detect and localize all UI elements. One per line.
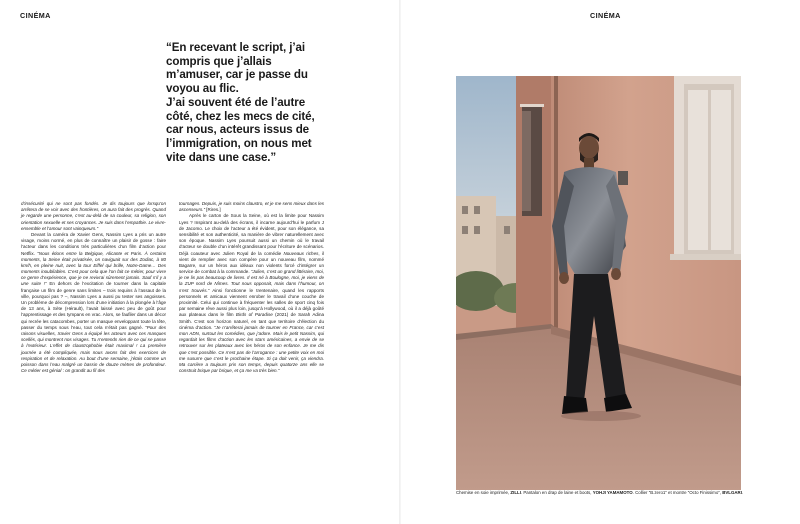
column-2-text-a: Après le carton de Sous la Seine, où est la limite pour Nassim Lyes ? Inspirant au-delà des écrans, il incarne aujourd’hui le parfum J de Jacomo. Le choix de l’acteur a été évident, pour son élégance, sa sensibilité et son authenticité, sa manière de vibrer naturellement avec son époque. Nassim Lyes poursuit aussi un chemin où le travail d’acteur se double d’un intérêt grandissant pour l’écriture de scénarios. Déjà coauteur avec Julien Royal de la comédie <box>179 213 324 256</box>
column-2-paragraph-2 <box>179 213 324 374</box>
boots <box>562 396 588 414</box>
photo-caption <box>456 490 756 496</box>
caption-brand-zilli: ZILLI <box>510 490 521 495</box>
portrait-photo <box>456 76 741 490</box>
column-2-paragraph-1 <box>179 201 324 213</box>
column-1-quote-b: “Pour des raisons visuelles, Xavier Gens a équipé les acteurs avec ces masques scellés, qui montrent nos visages. Tu n’entends rien de ce qui se passe à l’extérieur. L’effet de claustrophobie était maximal ! La première journée a été compliquée, mais nous avons fait des exercices de respiration et de relaxation. Au bout d’une semaine, j’étais comme un poisson dans l’eau malgré un bassin de douze mètres de profondeur. Ce métier est génial : on grandit au fil des <box>21 324 166 374</box>
column-2-quote-end: tournages. Depuis, je suis moins claustro, et je me sens mieux dans les ascenseurs.” <box>179 201 324 213</box>
caption-text-c: . Collier “B.zero1” et montre “Octo Finissimo”, <box>632 490 723 495</box>
column-1-text-b: En dehors de l’excitation de tourner dans la capitale française un film de genre sans limites – trois requins à l’assaut de la ville, pourquoi pas ? –, Nassim Lyes a aussi pu tester ses angoisses. Un problème de décompression lors d’une initiation à la plongée à l’âge de 13 ans, à Sète (Hérault), l’avait laissé avec peu de goût pour l’apprentissage et des tympans en vrac. Alors, se faufiler dans un décor qui recrée les catacombes, porter un masque enveloppant toute la tête, passer du temps sous l’eau, tout cela n’était pas gagné. <box>21 281 166 330</box>
column-2-text-b: , il vient de remplier avec son compère pour un nouveau film, nommé Bagarre, sur un héros aux idéaux non violents forcé d’intégrer un service de combat à la commande. <box>179 250 324 275</box>
caption-brand-bvlgari: BVLGARI <box>722 490 742 495</box>
pull-quote-line-2: J’ai souvent été de l’autre côté, chez les mecs de cité, car nous, acteurs issus de l’immigration, on nous met vite dans une case.” <box>166 95 315 164</box>
column-2-title-b: Birds of Paradise <box>235 312 273 318</box>
column-1-quote-start: d’insécurité qui ne sont pas fondés. Je dis toujours que lorsqu’on arrêtera de se voir avec des frontières, on aura fait des progrès. Quand je regarde une personne, c’est au-delà de sa couleur, sa religion, son orientation sexuelle et ses croyances. Je suis dans l’empathie. Le vivre-ensemble et l’amour sont vainqueurs.” <box>21 201 166 231</box>
column-1-text-a: Devant la caméra de Xavier Gens, Nassim Lyes a pris un autre visage, moins normé, en plus de connaître un plaisir de gosse : faire l’acteur dans les conditions très particulières d’un film d’action pour Netflix. <box>21 231 166 256</box>
right-page <box>400 0 800 524</box>
column-2-text-c: Ainsi fonctionne le trentenaire, quand les rapports personnels et amicaux viennent enrober le travail d’une couche de proximité. Celui qui continue à fréquenter les salles de sport cinq fois par semaine rêve aussi plus loin, jusqu’à Hollywood, où il a déjà goûté aux plateaux dans le film <box>179 287 324 318</box>
article-column-2 <box>179 201 324 374</box>
section-label-right: CINÉMA <box>590 11 621 20</box>
wall-lamp <box>618 171 628 185</box>
pull-quote <box>166 41 326 164</box>
column-2-text-d: (2021) de Sarah Adina Smith. C’est son horizon naturel, en tant que territoire d’élection du cinéma d’action. <box>179 312 325 330</box>
column-1-quote-a: “Nous étions entre la Belgique, Alicante et Paris. À certains moments, la Seine était privatisée, on naviguait sur des Zodiac, à 80 km/h, en pleine nuit, avec la tour Eiffel qui brille, Notre-Dame… Des moments inoubliables. C’est pour cela que l’on fait ce métier, pour vivre ce genre d’expérience, que je ne revivrai sûrement jamais. Sauf s’il y a une suite !” <box>21 250 166 287</box>
caption-brand-yohji: YOHJI YAMAMOTO <box>592 490 633 495</box>
column-2-title-a: Nouveaux riches <box>283 250 319 256</box>
column-2-quote-b: “Je n’arrêterai jamais de tourner en France, car c’est mon ADN, surtout les comédies, que j’adore. Mais le petit Nassim, qui regardait les films d’action avec les stars américaines, a envie de se retrouver sur les plateaux avec les héros de son enfance. Je me dis que c’est possible. Ce n’est pas de l’arrogance : une petite voix en moi me susurre que c’est le prochaine étape. Si ça doit venir, ça viendra. Ma carrière a toujours pris son temps, depuis quatorze ans elle se construit brique par brique, et ça me va très bien.” <box>179 324 324 374</box>
column-1-paragraph-2 <box>21 232 166 374</box>
column-2-laughs: [Rires.] <box>205 207 221 213</box>
section-label-left: CINÉMA <box>20 11 51 20</box>
article-column-1 <box>21 201 166 374</box>
column-2-quote-a: “Julien, c’est un grand littéraire, moi, je ne lis pas beaucoup de livres. Il est né à Boulogne, moi, je viens de la ZUP nord de Nîmes. Tout nous opposait, mais dans l’humour, on s’est trouvés.” <box>179 269 324 293</box>
pull-quote-line-1: “En recevant le script, j’ai compris que j’allais m’amuser, car je passe du voyou au flic. <box>166 41 308 96</box>
column-1-paragraph-1 <box>21 201 166 232</box>
caption-text-a: Chemise en soie imprimée, <box>456 490 511 495</box>
caption-text-d: . <box>741 490 744 495</box>
caption-text-b: . Pantalon en drap de laine et boots, <box>520 490 593 495</box>
